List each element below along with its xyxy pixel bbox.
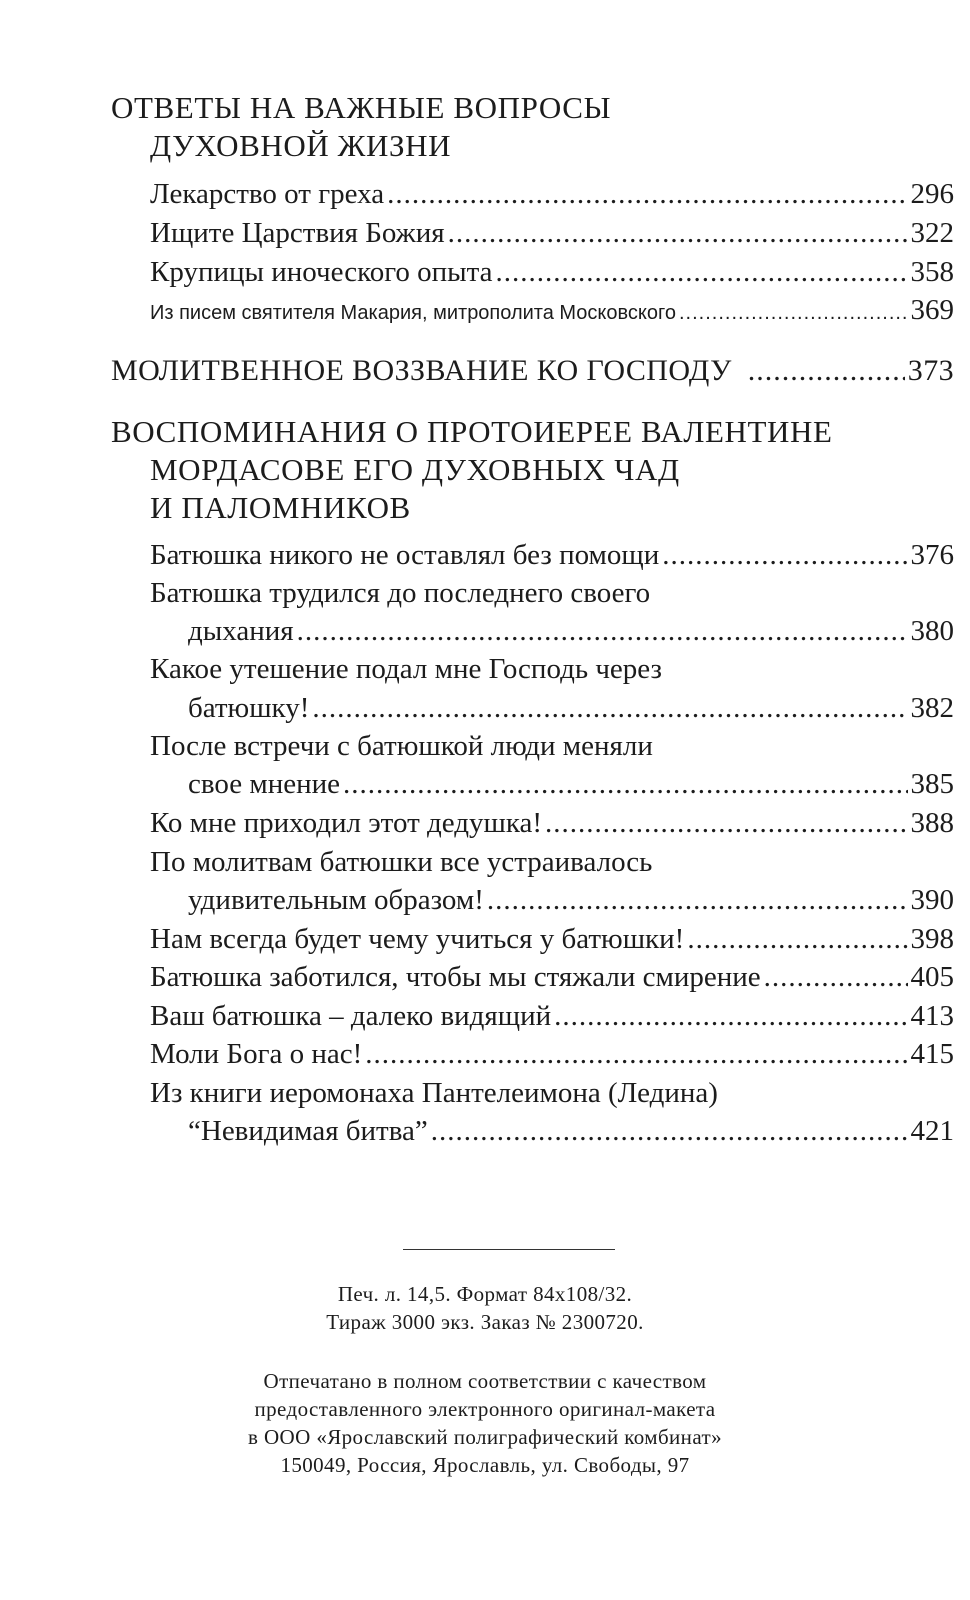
- toc-entry-page: 382: [910, 692, 954, 724]
- toc-leader-dots: [387, 175, 907, 213]
- toc-leader-dots: [764, 958, 908, 996]
- toc-entry-page: 415: [910, 1038, 954, 1070]
- toc-entry-title: Из книги иеромонаха Пантелеимона (Ледина): [150, 1077, 718, 1109]
- toc-entry-title: После встречи с батюшкой люди меняли: [150, 730, 653, 762]
- toc-entry: [150, 958, 954, 996]
- toc-leader-dots: [545, 804, 907, 842]
- toc-entry-title: Ко мне приходил этот дедушка!: [150, 807, 543, 839]
- toc-leader-dots: [448, 214, 908, 252]
- toc-leader-dots: [297, 612, 908, 650]
- toc-entry: [150, 1035, 954, 1073]
- toc-entry-page: 413: [910, 1000, 954, 1032]
- toc-entry-page: 385: [910, 768, 954, 800]
- section-heading-line: ОТВЕТЫ НА ВАЖНЫЕ ВОПРОСЫ: [111, 90, 612, 125]
- toc-entry-title: Ищите Царствия Божия: [150, 217, 445, 249]
- toc-entry-title: Крупицы иноческого опыта: [150, 256, 493, 288]
- toc-entry-page: 373: [907, 354, 954, 387]
- toc-entry-title-cont: дыхания: [188, 615, 294, 647]
- toc-entry-title: Батюшка заботился, чтобы мы стяжали смирение: [150, 961, 761, 993]
- toc-entry: [150, 612, 954, 650]
- toc-entry-title: Батюшка трудился до последнего своего: [150, 577, 651, 609]
- toc-entry-page: 358: [910, 256, 954, 288]
- toc-leader-dots: [554, 997, 907, 1035]
- toc-entry-page: 405: [910, 961, 954, 993]
- divider-rule: [403, 1249, 615, 1250]
- toc-entry-title-cont: удивительным образом!: [188, 884, 484, 916]
- toc-leader-dots: [748, 352, 905, 390]
- toc-entry: [150, 291, 954, 329]
- toc-entry-title: Лекарство от греха: [150, 178, 385, 210]
- printer-line: Отпечатано в полном соответствии с качеством: [263, 1369, 707, 1393]
- section-heading-line: И ПАЛОМНИКОВ: [150, 490, 411, 525]
- toc-entry-title: Ваш батюшка – далеко видящий: [150, 1000, 552, 1032]
- toc-entry-title: Батюшка никого не оставлял без помощи: [150, 539, 660, 571]
- toc-entry-title: Моли Бога о нас!: [150, 1038, 363, 1070]
- toc-entry-page: 388: [910, 807, 954, 839]
- section-heading-line: ВОСПОМИНАНИЯ О ПРОТОИЕРЕЕ ВАЛЕНТИНЕ: [111, 414, 833, 449]
- toc-entry: [150, 536, 954, 574]
- toc-leader-dots: [662, 536, 907, 574]
- toc-entry-title-cont: свое мнение: [188, 768, 340, 800]
- toc-entry-title-cont: “Невидимая битва”: [188, 1115, 428, 1147]
- toc-leader-dots: [496, 253, 908, 291]
- toc-leader-dots: [687, 920, 907, 958]
- printer-line: предоставленного электронного оригинал-макета: [254, 1397, 716, 1421]
- toc-entry: [150, 1112, 954, 1150]
- imprint-line: Тираж 3000 экз. Заказ № 2300720.: [326, 1310, 644, 1334]
- toc-entry: [150, 881, 954, 919]
- toc-entry-title: Нам всегда будет чему учиться у батюшки!: [150, 923, 685, 955]
- toc-entry-page: 380: [910, 615, 954, 647]
- imprint-line: Печ. л. 14,5. Формат 84x108/32.: [337, 1282, 633, 1306]
- toc-entry-page: 322: [910, 217, 954, 249]
- toc-entry-title: Какое утешение подал мне Господь через: [150, 653, 662, 685]
- toc-entry: [150, 689, 954, 727]
- toc-leader-dots: [343, 765, 908, 803]
- toc-entry-title: Из писем святителя Макария, митрополита Московского: [150, 302, 676, 324]
- section-heading-line: МОРДАСОВЕ ЕГО ДУХОВНЫХ ЧАД: [150, 452, 680, 487]
- toc-leader-dots: [679, 294, 908, 332]
- toc-entry: [150, 920, 954, 958]
- toc-leader-dots: [365, 1035, 907, 1073]
- toc-entry-page: 421: [910, 1115, 954, 1147]
- section-heading-title: МОЛИТВЕННОЕ ВОЗЗВАНИЕ КО ГОСПОДУ: [111, 354, 732, 387]
- toc-entry-title: По молитвам батюшки все устраивалось: [150, 846, 653, 878]
- section-heading-prayer: [111, 352, 954, 390]
- toc-leader-dots: [487, 881, 908, 919]
- toc-entry-title-cont: батюшку!: [188, 692, 310, 724]
- printer-line: 150049, Россия, Ярославль, ул. Свободы, 97: [280, 1453, 690, 1477]
- toc-entry: [150, 175, 954, 213]
- toc-entry-page: 296: [910, 178, 954, 210]
- toc-entry: [150, 804, 954, 842]
- printer-line: в ООО «Ярославский полиграфический комбинат»: [248, 1425, 722, 1449]
- toc-entry-page: 376: [910, 539, 954, 571]
- toc-entry: [150, 253, 954, 291]
- toc-entry: [150, 214, 954, 252]
- section-heading-memories: [111, 413, 833, 527]
- section-heading-line: ДУХОВНОЙ ЖИЗНИ: [150, 128, 452, 163]
- toc-leader-dots: [312, 689, 907, 727]
- toc-entry-page: 369: [910, 294, 954, 326]
- toc-entry: [150, 997, 954, 1035]
- toc-entry-page: 398: [910, 923, 954, 955]
- toc-entry-page: 390: [910, 884, 954, 916]
- toc-entry: [150, 765, 954, 803]
- section-heading-answers: [111, 89, 611, 165]
- toc-leader-dots: [431, 1112, 908, 1150]
